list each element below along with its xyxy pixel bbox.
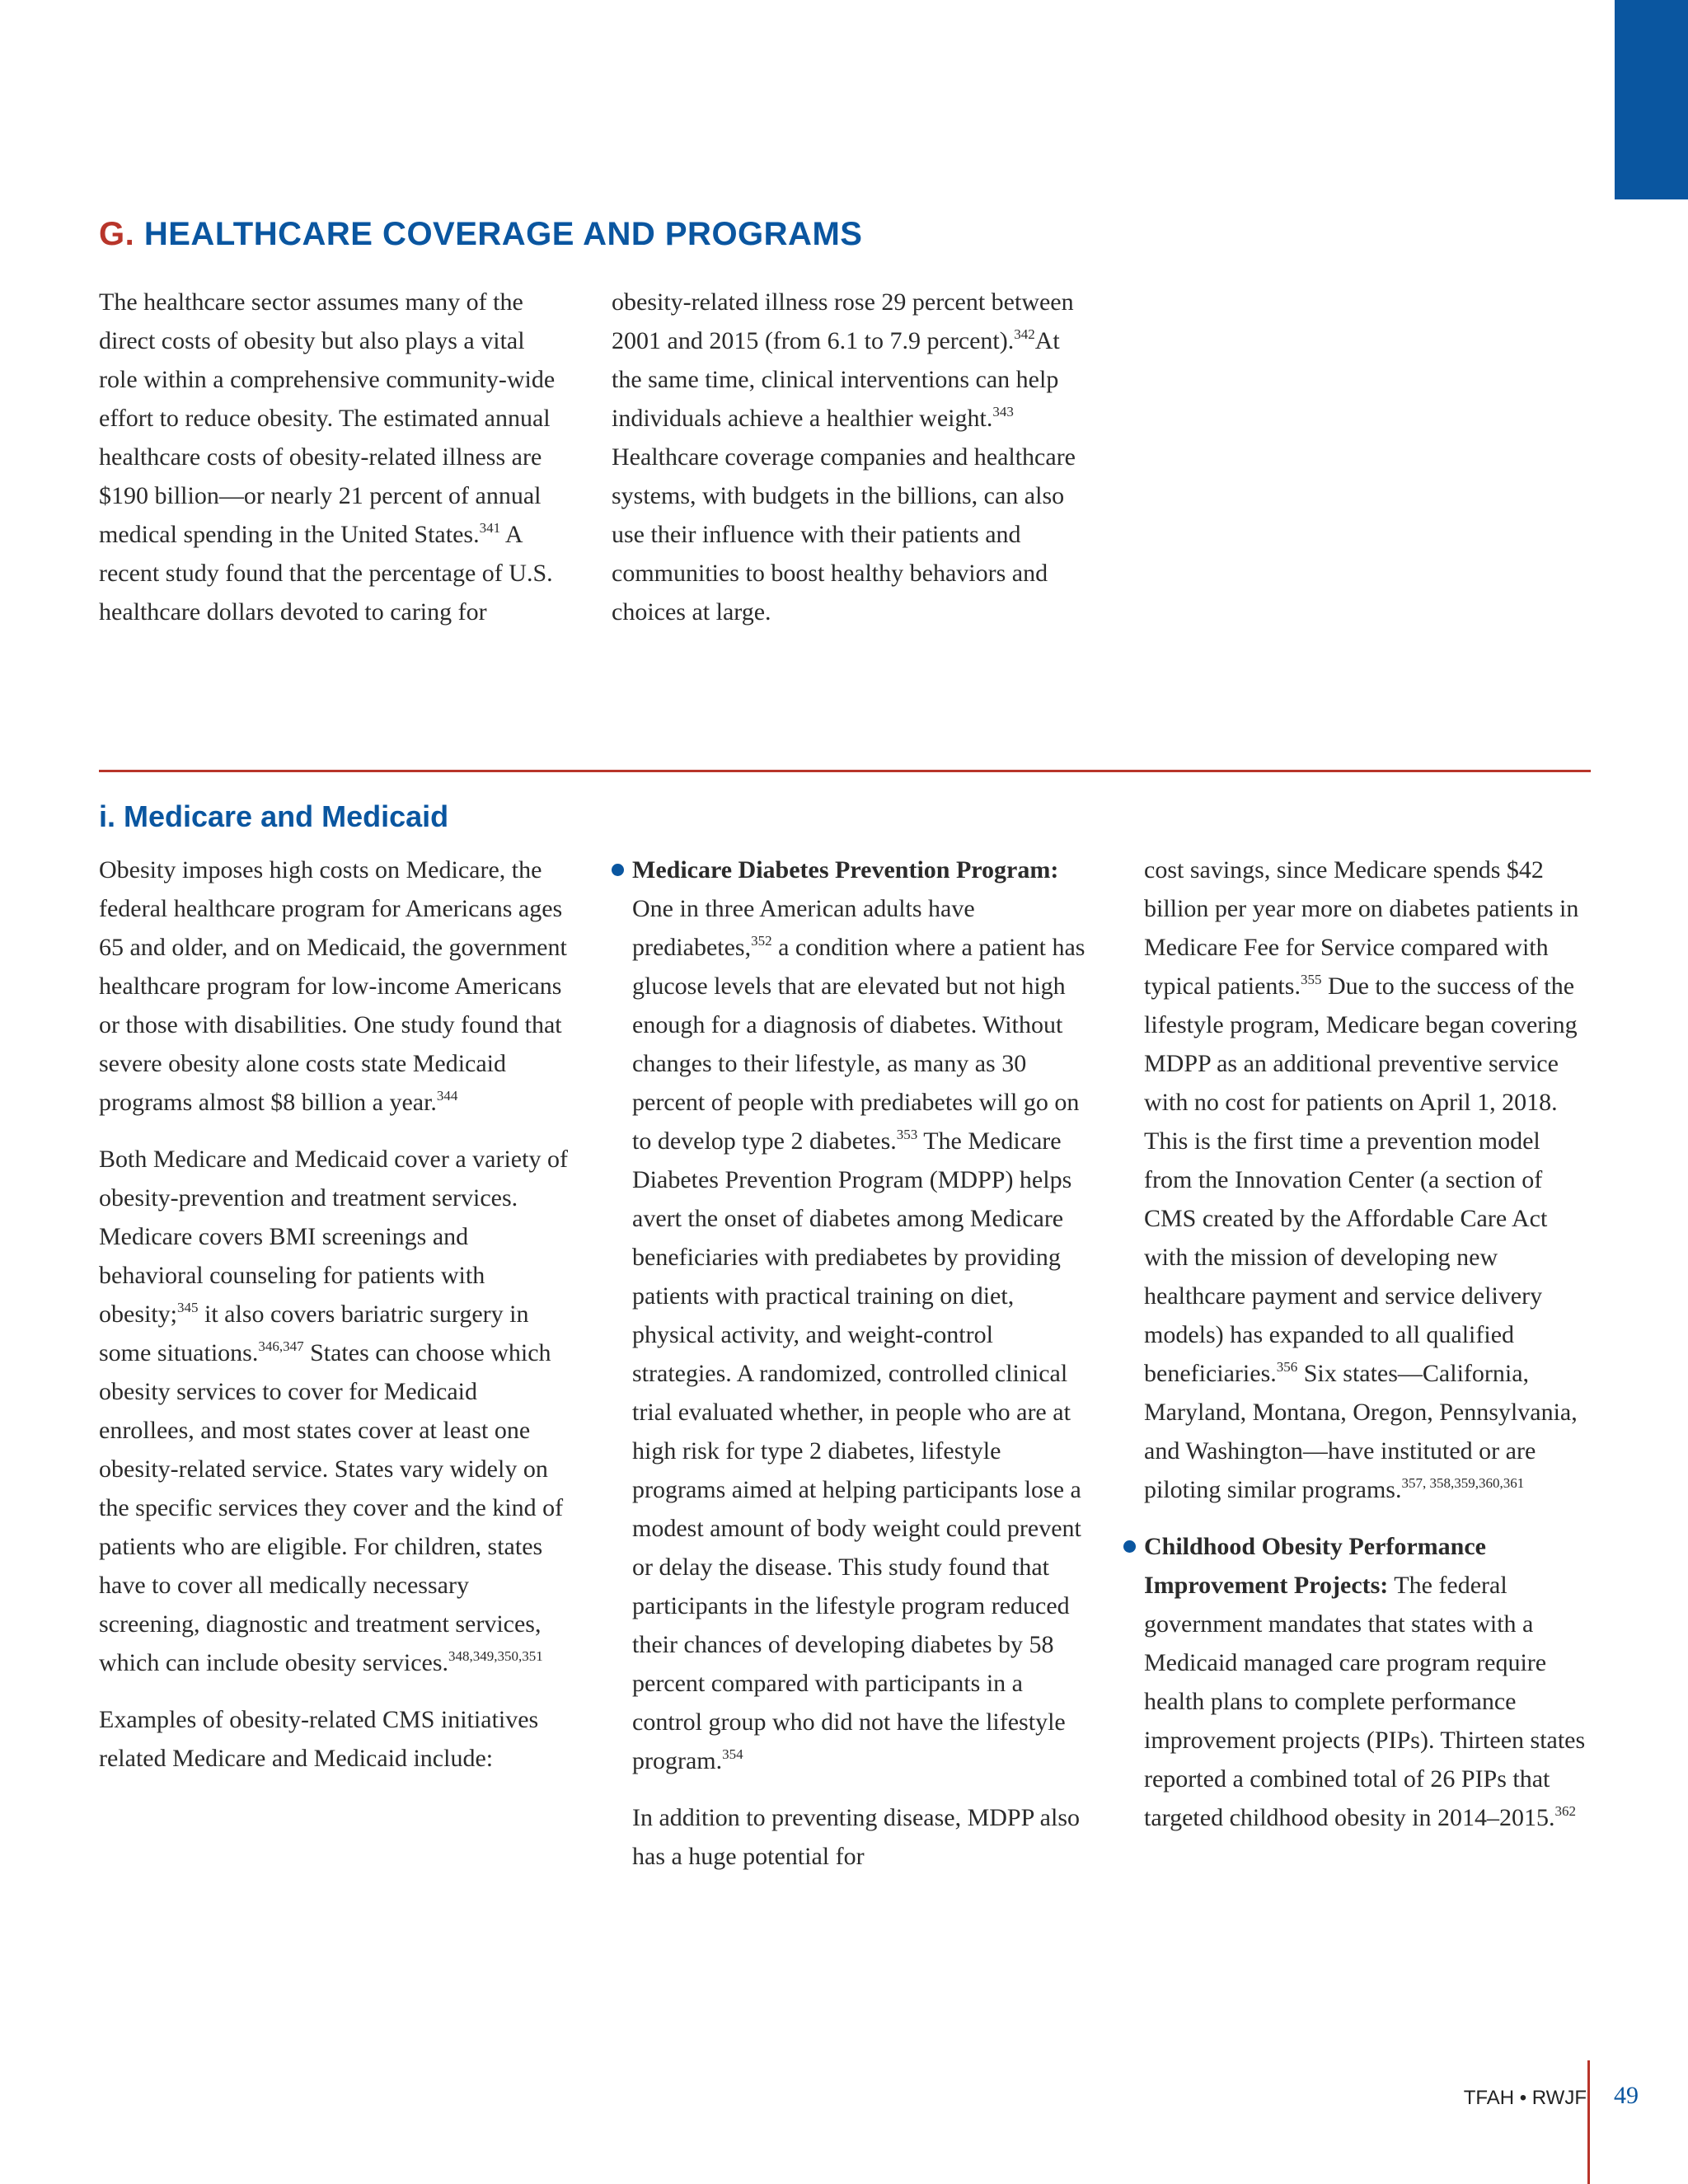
intro-paragraph-1 [99, 283, 569, 631]
mdpp-continued-paragraph [1144, 851, 1593, 1509]
medicare-intro-paragraph [99, 851, 569, 1122]
text-run: A recent study found that the percentage of U.S. healthcare dollars devoted to caring for [99, 521, 553, 626]
bullet-dot-icon [1123, 1540, 1136, 1553]
text-run: obesity-related illness rose 29 percent between 2001 and 2015 (from 6.1 to 7.9 percent). [612, 288, 1074, 354]
citation-superscript: 345 [177, 1300, 199, 1315]
citation-superscript: 346,347 [258, 1338, 304, 1354]
page-number: 49 [1614, 2082, 1639, 2109]
text-run: it also covers bariatric surgery in some situations. [99, 1301, 529, 1366]
citation-superscript: 356 [1276, 1359, 1298, 1375]
text-run: The healthcare sector assumes many of the direct costs of obesity but also plays a vital role within a comprehensive community-wide effort to reduce obesity. The estimated annual healthcare costs of obesity-related illness are $190 billion—or nearly 21 percent of annual medical spending in the United States. [99, 288, 556, 548]
citation-superscript: 344 [436, 1088, 458, 1104]
bullet-dot-icon [612, 864, 624, 876]
text-run: a condition where a patient has glucose levels that are elevated but not high enough for a diagnosis of diabetes. Without changes to their lifestyle, as many as 30 percent of people with prediabetes will go on to develop type 2 diabetes. [632, 934, 1085, 1155]
section-heading [99, 216, 862, 253]
section-letter: G. [99, 216, 135, 252]
text-run: The federal government mandates that states with a Medicaid managed care program require health plans to complete performance improvement projects (PIPs). Thirteen states reported a combined total of 26 PIPs that targeted childhood obesity in 2014–2015. [1144, 1572, 1586, 1831]
footer-org: TFAH • RWJF [1463, 2087, 1587, 2109]
text-run: cost savings, since Medicare spends $42 billion per year more on diabetes patients in Medicare Fee for Service compared with typical patients. [1144, 856, 1579, 1000]
citation-superscript: 343 [992, 404, 1014, 419]
section-color-tab [1615, 0, 1688, 199]
bullet-lead-in: Medicare Diabetes Prevention Program: [632, 856, 1059, 883]
section-title: HEALTHCARE COVERAGE AND PROGRAMS [143, 216, 863, 252]
text-run: One in three American adults have prediabetes, [632, 895, 975, 961]
text-run: Due to the success of the lifestyle program, Medicare began covering MDPP as an additional preventive service with no cost for patients on April 1, 2018. This is the first time a prevention model from the Innovation Center (a section of CMS created by the Affordable Care Act with the mission of developing new healthcare payment and service delivery models) has expanded to all qualified beneficiaries. [1144, 972, 1578, 1387]
body-column-1 [99, 851, 569, 1778]
intro-column-1 [99, 283, 569, 631]
subsection-heading: i. Medicare and Medicaid [99, 799, 449, 833]
intro-paragraph-2 [612, 283, 1081, 631]
text-run: Six states—California, Maryland, Montana, Oregon, Pennsylvania, and Washington—have instituted or are piloting similar programs. [1144, 1360, 1578, 1503]
text-run: Examples of obesity-related CMS initiatives related Medicare and Medicaid include: [99, 1706, 539, 1772]
mdpp-savings-paragraph [632, 1798, 1090, 1876]
citation-superscript: 354 [722, 1746, 743, 1762]
text-run: Healthcare coverage companies and healthcare systems, with budgets in the billions, can also use their influence with their patients and communities to boost healthy behaviors and choices at large. [612, 443, 1076, 626]
citation-superscript: 348,349,350,351 [448, 1648, 543, 1664]
text-run: Both Medicare and Medicaid cover a variety of obesity-prevention and treatment services. Medicare covers BMI screenings and behavioral counseling for patients with obesity; [99, 1146, 568, 1328]
citation-superscript: 342 [1014, 326, 1035, 342]
citation-superscript: 353 [896, 1127, 918, 1142]
bullet-mdpp [632, 851, 1090, 1780]
body-column-2 [632, 851, 1090, 1876]
text-run: In addition to preventing disease, MDPP also has a huge potential for [632, 1804, 1080, 1870]
body-column-3 [1144, 851, 1593, 1837]
bullet-childhood-obesity-text [1144, 1533, 1585, 1831]
footer-rule [1587, 2060, 1590, 2184]
text-run: The Medicare Diabetes Prevention Program (MDPP) helps avert the onset of diabetes among Medicare beneficiaries with prediabetes by providing patients with practical training on diet, physical activity, and weight-control strategies. A randomized, controlled clinical trial evaluated whether, in people who are at high risk for type 2 diabetes, lifestyle programs aimed at helping participants lose a modest amount of body weight could prevent or delay the disease. This study found that participants in the lifestyle program reduced their chances of developing diabetes by 58 percent compared with participants in a control group who did not have the lifestyle program. [632, 1127, 1081, 1774]
bullet-lead-in: Childhood Obesity Performance Improvement Projects: [1144, 1533, 1486, 1599]
citation-superscript: 357, 358,359,360,361 [1401, 1475, 1525, 1491]
section-divider [99, 770, 1591, 772]
citation-superscript: 341 [479, 520, 501, 536]
intro-column-2 [612, 283, 1081, 631]
citation-superscript: 362 [1554, 1803, 1577, 1819]
coverage-paragraph [99, 1140, 569, 1682]
text-run: Obesity imposes high costs on Medicare, the federal healthcare program for Americans ages 65 and older, and on Medicaid, the government healthcare program for low-income Americans or those with disabilities. One study found that severe obesity alone costs state Medicaid programs almost $8 billion a year. [99, 856, 567, 1116]
bullet-childhood-obesity [1144, 1527, 1593, 1837]
citation-superscript: 352 [751, 933, 772, 949]
text-run: At the same time, clinical interventions can help individuals achieve a healthier weight. [612, 327, 1060, 432]
text-run: States can choose which obesity services to cover for Medicaid enrollees, and most states cover at least one obesity-related service. States vary widely on the specific services they cover and the kind of patients who are eligible. For children, states have to cover all medically necessary screening, diagnostic and treatment services, which can include obesity services. [99, 1339, 564, 1676]
bullet-mdpp-text [632, 856, 1085, 1774]
citation-superscript: 355 [1300, 972, 1322, 987]
examples-paragraph [99, 1700, 569, 1778]
